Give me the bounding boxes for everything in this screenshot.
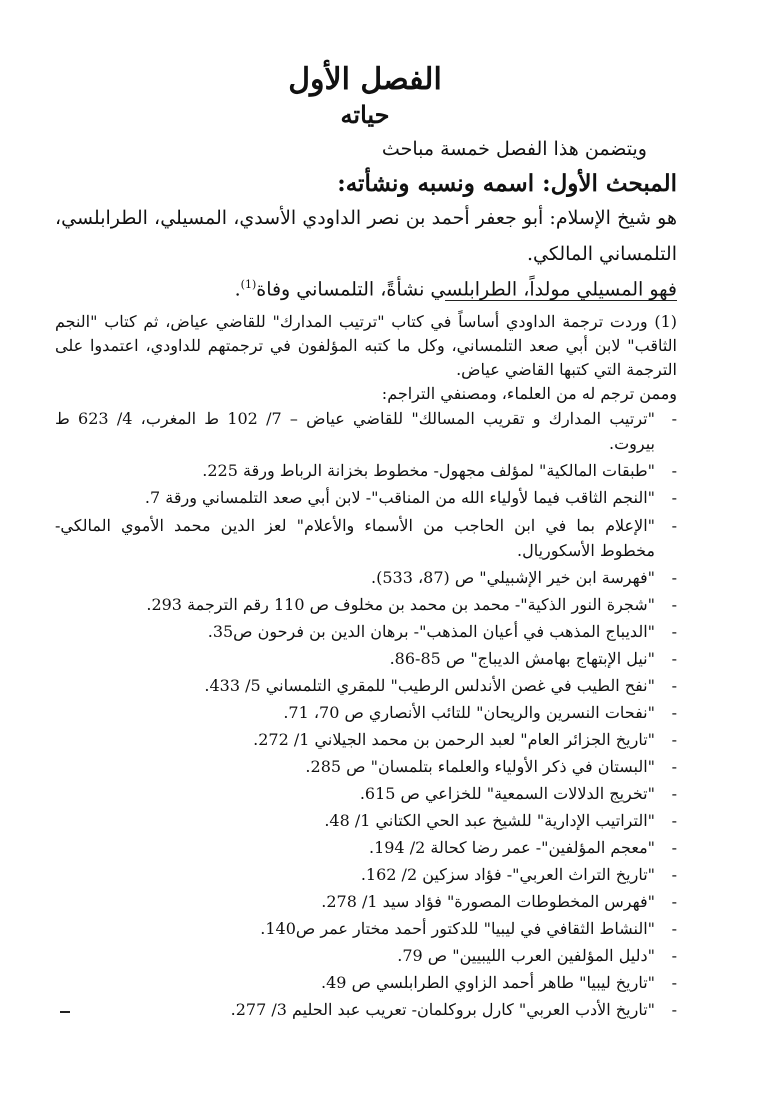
list-dash: - — [671, 488, 677, 507]
source-text: "شجرة النور الذكية"- محمد بن محمد بن مخلوف ص 110 رقم الترجمة 293. — [146, 595, 655, 614]
list-dash: - — [671, 919, 677, 938]
source-text: "تاريخ ليبيا" طاهر أحمد الزاوي الطرابلسي ص 49. — [321, 973, 655, 992]
source-text: "البستان في ذكر الأولياء والعلماء بتلمسان" ص 285. — [305, 757, 655, 776]
list-dash: - — [671, 461, 677, 480]
list-dash: - — [671, 865, 677, 884]
source-text: "تخريج الدلالات السمعية" للخزاعي ص 615. — [359, 784, 655, 803]
footnote-divider — [445, 300, 677, 301]
list-dash: - — [671, 973, 677, 992]
source-item — [55, 836, 677, 860]
footnote-reference: (1) — [240, 278, 257, 291]
source-text: "التراتيب الإدارية" للشيخ عبد الحي الكتاني 1/ 48. — [324, 811, 655, 830]
source-text: "تاريخ التراث العربي"- فؤاد سزكين 2/ 162. — [360, 865, 655, 884]
source-item — [55, 998, 677, 1022]
source-item — [55, 406, 677, 456]
source-text: "فهرس المخطوطات المصورة" فؤاد سيد 1/ 278. — [321, 892, 655, 911]
source-item — [55, 459, 677, 483]
source-item — [55, 728, 677, 752]
source-text: "النجم الثاقب فيما لأولياء الله من المناقب"- لابن أبي صعد التلمساني ورقة 7. — [144, 488, 655, 507]
source-item — [55, 917, 677, 941]
paragraph-origin-text: فهو المسيلي مولداً، الطرابلسي نشأةً، التلمساني وفاة — [256, 278, 677, 301]
source-item — [55, 944, 677, 968]
list-dash: - — [671, 1000, 677, 1019]
footnote-sources-intro: وممن ترجم له من العلماء، ومصنفي التراجم: — [381, 384, 677, 403]
list-dash: - — [671, 516, 677, 535]
list-dash: - — [671, 409, 677, 428]
paragraph-name: هو شيخ الإسلام: أبو جعفر أحمد بن نصر الداودي الأسدي، المسيلي، الطرابلسي، التلمساني المالكي. — [55, 207, 677, 265]
list-dash: - — [671, 784, 677, 803]
list-dash: - — [671, 838, 677, 857]
source-item — [55, 674, 677, 698]
list-dash: - — [671, 595, 677, 614]
source-item — [55, 809, 677, 833]
source-text: "الإعلام بما في ابن الحاجب من الأسماء والأعلام" لعز الدين محمد الأموي المالكي- مخطوط الأسكوريال. — [55, 516, 655, 560]
source-item — [55, 647, 677, 671]
paragraph-origin-end: . — [234, 278, 241, 301]
list-dash: - — [671, 703, 677, 722]
chapter-title: الفصل الأول — [288, 62, 442, 97]
list-dash: - — [671, 811, 677, 830]
source-text: "معجم المؤلفين"- عمر رضا كحالة 2/ 194. — [368, 838, 655, 857]
source-item — [55, 890, 677, 914]
source-item — [55, 566, 677, 590]
source-text: "تاريخ الجزائر العام" لعبد الرحمن بن محمد الجيلاني 1/ 272. — [253, 730, 655, 749]
source-text: "فهرسة ابن خير الإشبيلي" ص (87، 533). — [371, 568, 655, 587]
source-text: "تاريخ الأدب العربي" كارل بروكلمان- تعريب عبد الحليم 3/ 277. — [230, 1000, 655, 1019]
list-dash: - — [671, 622, 677, 641]
section-heading: المبحث الأول: اسمه ونسبه ونشأته: — [337, 170, 677, 197]
source-text: "النشاط الثقافي في ليبيا" للدكتور أحمد مختار عمر ص140. — [260, 919, 655, 938]
list-dash: - — [671, 892, 677, 911]
source-item — [55, 782, 677, 806]
source-item — [55, 593, 677, 617]
page-mark — [60, 1011, 70, 1013]
list-dash: - — [671, 676, 677, 695]
chapter-subtitle: حياته — [340, 100, 390, 129]
chapter-intro: ويتضمن هذا الفصل خمسة مباحث — [381, 138, 647, 160]
list-dash: - — [671, 730, 677, 749]
source-text: "ترتيب المدارك و تقريب المسالك" للقاضي عياض – 7/ 102 ط المغرب، 4/ 623 ط بيروت. — [55, 409, 655, 453]
source-item — [55, 620, 677, 644]
list-dash: - — [671, 946, 677, 965]
footnotes — [55, 310, 677, 1025]
footnote-text: (1) وردت ترجمة الداودي أساساً في كتاب "ترتيب المدارك" للقاضي عياض، ثم كتاب "النجم الثاقب" لابن أبي صعد التلمساني، وكل ما كتبه المؤلفون في ترجمتهم للداودي، اعتمدوا على الترجمة التي كتبها القاضي عياض. — [55, 312, 677, 379]
source-item — [55, 486, 677, 510]
source-text: "الديباج المذهب في أعيان المذهب"- برهان الدين بن فرحون ص35. — [207, 622, 655, 641]
source-item — [55, 863, 677, 887]
list-dash: - — [671, 568, 677, 587]
source-item — [55, 971, 677, 995]
list-dash: - — [671, 757, 677, 776]
source-text: "نيل الإبتهاج بهامش الديباج" ص 85-86. — [389, 649, 655, 668]
source-text: "نفحات النسرين والريحان" للتائب الأنصاري ص 70، 71. — [283, 703, 655, 722]
source-item — [55, 755, 677, 779]
source-text: "دليل المؤلفين العرب الليبيين" ص 79. — [397, 946, 655, 965]
source-text: "طبقات المالكية" لمؤلف مجهول- مخطوط بخزانة الرباط ورقة 225. — [202, 461, 655, 480]
list-dash: - — [671, 649, 677, 668]
sources-list — [55, 406, 677, 1022]
source-text: "نفح الطيب في غصن الأندلس الرطيب" للمقري التلمساني 5/ 433. — [204, 676, 655, 695]
source-item — [55, 513, 677, 563]
source-item — [55, 701, 677, 725]
